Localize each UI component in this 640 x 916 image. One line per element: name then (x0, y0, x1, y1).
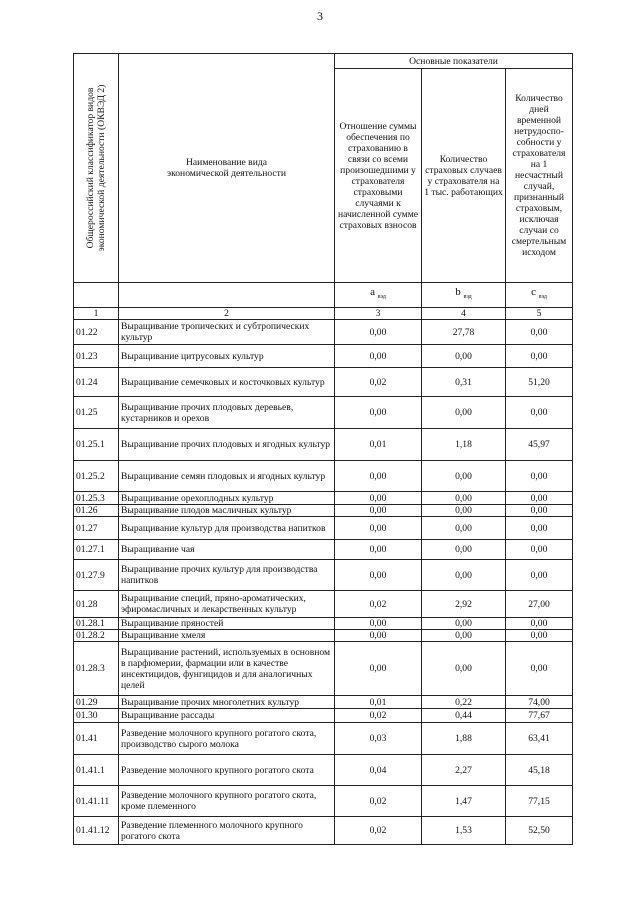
code-cell: 01.25 (74, 397, 119, 429)
value-c-cell: 0,00 (506, 517, 573, 540)
value-b-cell: 0,00 (422, 492, 506, 505)
code-cell: 01.41.11 (74, 786, 119, 817)
group-header-main-indicators: Основные показатели (335, 54, 573, 69)
table-row (74, 517, 573, 540)
value-c-cell: 51,20 (506, 368, 573, 397)
col-number: 1 (74, 308, 119, 320)
value-c-cell: 63,41 (506, 723, 573, 755)
table-row (74, 723, 573, 755)
value-a-cell: 0,00 (335, 540, 422, 560)
activity-name-cell: Выращивание пряностей (119, 618, 335, 630)
value-a-cell: 0,02 (335, 786, 422, 817)
code-cell: 01.29 (74, 696, 119, 709)
value-c-cell: 77,67 (506, 709, 573, 723)
value-a-cell: 0,00 (335, 630, 422, 642)
table-row (74, 755, 573, 786)
value-a-cell: 0,00 (335, 517, 422, 540)
code-cell: 01.25.2 (74, 461, 119, 492)
code-cell: 01.28.3 (74, 642, 119, 696)
insurance-indicators-table (73, 53, 573, 845)
activity-name-cell: Выращивание прочих многолетних культур (119, 696, 335, 709)
value-a-cell: 0,00 (335, 618, 422, 630)
value-a-cell: 0,00 (335, 560, 422, 591)
value-b-cell: 0,00 (422, 560, 506, 591)
activity-name-cell: Разведение молочного крупного рогатого скота, кроме племенного (119, 786, 335, 817)
activity-name-cell: Выращивание прочих культур для производства напитков (119, 560, 335, 591)
value-b-cell: 0,00 (422, 618, 506, 630)
table-row (74, 817, 573, 845)
table-row (74, 591, 573, 618)
value-b-cell: 27,78 (422, 320, 506, 345)
value-a-cell: 0,01 (335, 696, 422, 709)
table-row (74, 492, 573, 505)
value-b-cell: 0,00 (422, 630, 506, 642)
code-cell: 01.27 (74, 517, 119, 540)
value-b-cell: 1,53 (422, 817, 506, 845)
value-b-cell: 1,88 (422, 723, 506, 755)
code-cell: 01.41 (74, 723, 119, 755)
value-b-cell: 0,00 (422, 642, 506, 696)
value-a-cell: 0,02 (335, 709, 422, 723)
value-c-cell: 0,00 (506, 630, 573, 642)
value-b-cell: 1,18 (422, 429, 506, 461)
activity-name-cell: Выращивание семян плодовых и ягодных культур (119, 461, 335, 492)
table-row (74, 345, 573, 368)
code-cell: 01.23 (74, 345, 119, 368)
col-number: 5 (506, 308, 573, 320)
activity-name-cell: Выращивание чая (119, 540, 335, 560)
activity-name-cell: Выращивание семечковых и косточковых культур (119, 368, 335, 397)
col-name-header: Наименование вида экономической деятельности (119, 54, 335, 283)
value-b-cell: 0,31 (422, 368, 506, 397)
value-a-cell: 0,00 (335, 461, 422, 492)
value-c-cell: 0,00 (506, 492, 573, 505)
value-a-cell: 0,00 (335, 345, 422, 368)
code-cell: 01.26 (74, 505, 119, 517)
col-c-header: Количество дней временной нетрудоспо-собности у страхователя на 1 несчастный случай, признанный страховым, исключая случаи со смертельным исходом (506, 69, 573, 283)
activity-name-cell: Выращивание тропических и субтропических культур (119, 320, 335, 345)
table-row (74, 461, 573, 492)
table-row (74, 630, 573, 642)
col-number: 2 (119, 308, 335, 320)
value-b-cell: 1,47 (422, 786, 506, 817)
value-c-cell: 74,00 (506, 696, 573, 709)
activity-name-cell: Выращивание прочих плодовых деревьев, кустарников и орехов (119, 397, 335, 429)
value-c-cell: 45,97 (506, 429, 573, 461)
code-cell: 01.27.1 (74, 540, 119, 560)
table-row (74, 709, 573, 723)
col-a-letter: a $_{вэд}$ (335, 283, 422, 308)
code-cell: 01.30 (74, 709, 119, 723)
value-b-cell: 0,00 (422, 517, 506, 540)
value-b-cell: 0,00 (422, 540, 506, 560)
value-a-cell: 0,03 (335, 723, 422, 755)
table-row (74, 368, 573, 397)
activity-name-cell: Выращивание плодов масличных культур (119, 505, 335, 517)
value-b-cell: 2,92 (422, 591, 506, 618)
table-row (74, 397, 573, 429)
col-b-header: Количество страховых случаев у страхователя на 1 тыс. работающих (422, 69, 506, 283)
value-b-cell: 2,27 (422, 755, 506, 786)
activity-name-cell: Выращивание рассады (119, 709, 335, 723)
value-c-cell: 0,00 (506, 560, 573, 591)
value-c-cell: 0,00 (506, 642, 573, 696)
value-c-cell: 0,00 (506, 540, 573, 560)
code-cell: 01.24 (74, 368, 119, 397)
value-c-cell: 0,00 (506, 618, 573, 630)
value-c-cell: 0,00 (506, 320, 573, 345)
code-cell: 01.28.2 (74, 630, 119, 642)
code-cell: 01.25.3 (74, 492, 119, 505)
activity-name-cell: Разведение племенного молочного крупного рогатого скота (119, 817, 335, 845)
col-a-header: Отношение суммы обеспечения по страхованию в связи со всеми произошедшими у страхователя страховыми случаями к начисленной сумме страховых взносов (335, 69, 422, 283)
col-b-letter: b $_{вэд}$ (422, 283, 506, 308)
code-cell: 01.28.1 (74, 618, 119, 630)
table-row (74, 320, 573, 345)
value-a-cell: 0,00 (335, 397, 422, 429)
activity-name-cell: Выращивание специй, пряно-ароматических, эфиромасличных и лекарственных культур (119, 591, 335, 618)
activity-name-cell: Выращивание растений, используемых в основном в парфюмерии, фармации или в качестве инсектицидов, фунгицидов и для аналогичных целей (119, 642, 335, 696)
value-c-cell: 0,00 (506, 345, 573, 368)
value-c-cell: 0,00 (506, 397, 573, 429)
value-b-cell: 0,22 (422, 696, 506, 709)
table-row (74, 618, 573, 630)
col-okved-header: Общероссийский классификатор видов экономической деятельности (ОКВЭД 2) (74, 54, 119, 283)
table-row (74, 642, 573, 696)
code-cell: 01.41.1 (74, 755, 119, 786)
code-cell: 01.41.12 (74, 817, 119, 845)
value-a-cell: 0,00 (335, 320, 422, 345)
table-row (74, 786, 573, 817)
activity-name-cell: Выращивание орехоплодных культур (119, 492, 335, 505)
value-b-cell: 0,44 (422, 709, 506, 723)
value-b-cell: 0,00 (422, 345, 506, 368)
value-c-cell: 52,50 (506, 817, 573, 845)
value-a-cell: 0,02 (335, 591, 422, 618)
value-b-cell: 0,00 (422, 397, 506, 429)
activity-name-cell: Выращивание хмеля (119, 630, 335, 642)
activity-name-cell: Разведение молочного крупного рогатого скота, производство сырого молока (119, 723, 335, 755)
value-c-cell: 77,15 (506, 786, 573, 817)
value-a-cell: 0,02 (335, 368, 422, 397)
col-number: 3 (335, 308, 422, 320)
value-c-cell: 45,18 (506, 755, 573, 786)
activity-name-cell: Выращивание цитрусовых культур (119, 345, 335, 368)
value-b-cell: 0,00 (422, 505, 506, 517)
code-cell: 01.25.1 (74, 429, 119, 461)
value-c-cell: 27,00 (506, 591, 573, 618)
table-row (74, 696, 573, 709)
col-c-letter: c $_{вэд}$ (506, 283, 573, 308)
value-a-cell: 0,00 (335, 505, 422, 517)
value-a-cell: 0,04 (335, 755, 422, 786)
value-c-cell: 0,00 (506, 505, 573, 517)
table-row (74, 429, 573, 461)
activity-name-cell: Выращивание прочих плодовых и ягодных культур (119, 429, 335, 461)
table-row (74, 505, 573, 517)
code-cell: 01.27.9 (74, 560, 119, 591)
page-number: 3 (317, 9, 323, 23)
value-a-cell: 0,00 (335, 492, 422, 505)
value-a-cell: 0,00 (335, 642, 422, 696)
value-a-cell: 0,01 (335, 429, 422, 461)
table-row (74, 540, 573, 560)
col-number: 4 (422, 308, 506, 320)
value-c-cell: 0,00 (506, 461, 573, 492)
value-a-cell: 0,02 (335, 817, 422, 845)
code-cell: 01.22 (74, 320, 119, 345)
activity-name-cell: Выращивание культур для производства напитков (119, 517, 335, 540)
activity-name-cell: Разведение молочного крупного рогатого скота (119, 755, 335, 786)
code-cell: 01.28 (74, 591, 119, 618)
value-b-cell: 0,00 (422, 461, 506, 492)
table-row (74, 560, 573, 591)
